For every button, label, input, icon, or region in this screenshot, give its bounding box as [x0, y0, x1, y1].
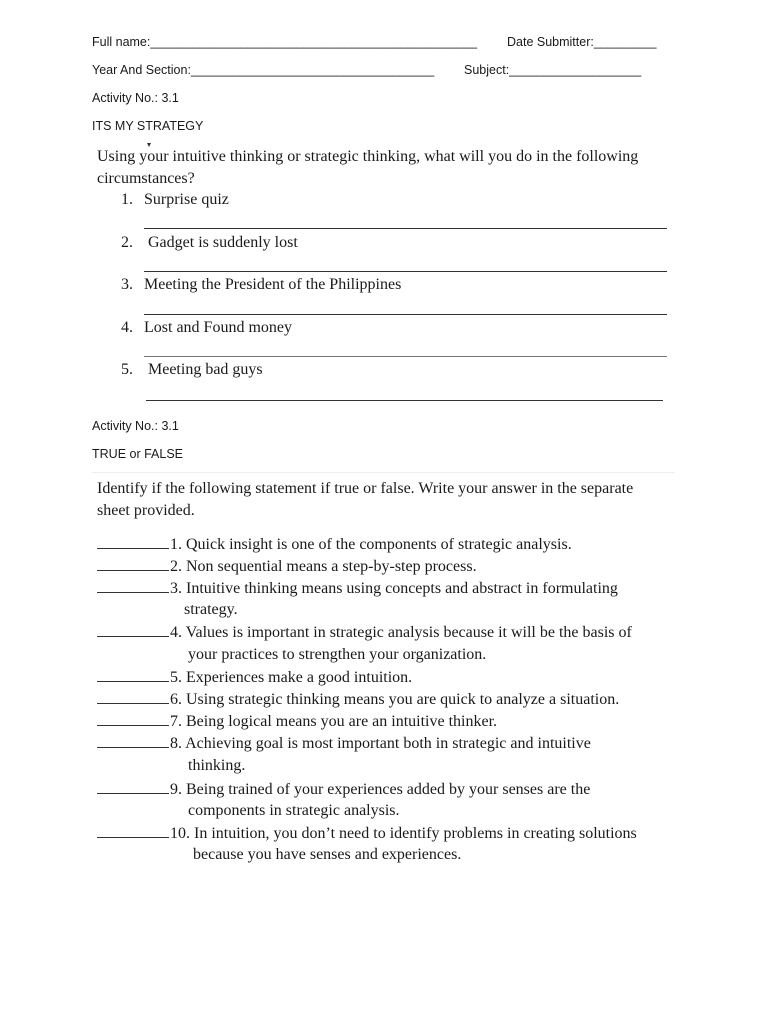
activity2-instruction-line2: sheet provided.	[97, 502, 195, 519]
activity1-instruction-line2: circumstances?	[97, 170, 195, 187]
statement-number: 10.	[170, 825, 190, 842]
subject-line[interactable]: ___________________	[509, 63, 642, 77]
item-text: Lost and Found money	[144, 319, 292, 336]
statement-number: 1.	[170, 536, 182, 553]
answer-blank[interactable]	[97, 535, 169, 549]
statement-continuation: strategy.	[184, 601, 238, 618]
answer-blank[interactable]	[97, 668, 169, 682]
answer-blank[interactable]	[97, 579, 169, 593]
statement-continuation: thinking.	[188, 757, 246, 774]
year-section-label: Year And Section:	[92, 63, 191, 77]
activity1-number: Activity No.: 3.1	[92, 91, 179, 105]
statement-number: 9.	[170, 781, 182, 798]
item-number: 4.	[121, 319, 133, 336]
answer-blank[interactable]	[97, 690, 169, 704]
year-section-field[interactable]	[92, 63, 434, 77]
list-item	[97, 734, 591, 753]
statement-continuation: components in strategic analysis.	[188, 802, 400, 819]
statement-number: 3.	[170, 580, 182, 597]
item-text: Surprise quiz	[144, 191, 229, 208]
statement-text: Using strategic thinking means you are quick to analyze a situation.	[186, 691, 620, 708]
item-number: 5.	[121, 361, 133, 378]
date-submitted-field[interactable]	[507, 35, 656, 49]
full-name-line[interactable]: _______________________________________________	[150, 35, 478, 49]
item-number: 2.	[121, 234, 133, 251]
activity1-instruction-line1: Using your intuitive thinking or strategic thinking, what will you do in the following	[97, 148, 639, 165]
year-section-line[interactable]: ___________________________________	[190, 63, 435, 77]
answer-blank[interactable]	[97, 824, 169, 838]
list-item	[97, 579, 618, 598]
statement-text: Non sequential means a step-by-step process.	[186, 558, 477, 575]
list-item	[97, 712, 497, 731]
item-text: Meeting bad guys	[148, 361, 263, 378]
item-text: Meeting the President of the Philippines	[144, 276, 402, 293]
statement-text: Values is important in strategic analysis because it will be the basis of	[185, 624, 632, 641]
activity2-title: TRUE or FALSE	[92, 447, 183, 461]
answer-line-3[interactable]	[144, 314, 667, 315]
answer-line-2[interactable]	[144, 271, 667, 272]
list-item	[97, 668, 412, 687]
list-item	[97, 690, 619, 709]
answer-blank[interactable]	[97, 734, 169, 748]
cursor-marker-icon	[147, 143, 151, 147]
list-item	[97, 780, 590, 799]
answer-line-1[interactable]	[144, 228, 667, 229]
activity1-title: ITS MY STRATEGY	[92, 119, 204, 133]
statement-number: 5.	[170, 669, 182, 686]
statement-text: Intuitive thinking means using concepts and abstract in formulating	[186, 580, 618, 597]
statement-text: Experiences make a good intuition.	[186, 669, 413, 686]
list-item	[97, 535, 572, 554]
statement-number: 2.	[170, 558, 182, 575]
item-number: 3.	[121, 276, 133, 293]
answer-blank[interactable]	[97, 557, 169, 571]
activity2-instruction-line1: Identify if the following statement if true or false. Write your answer in the separate	[97, 480, 634, 497]
full-name-label: Full name:	[92, 35, 151, 49]
statement-continuation: your practices to strengthen your organization.	[188, 646, 487, 663]
subject-label: Subject:	[464, 63, 510, 77]
statement-number: 7.	[170, 713, 182, 730]
statement-number: 6.	[170, 691, 182, 708]
statement-text: In intuition, you don’t need to identify problems in creating solutions	[194, 825, 637, 842]
statement-number: 4.	[170, 624, 182, 641]
subject-field[interactable]	[464, 63, 641, 77]
answer-blank[interactable]	[97, 712, 169, 726]
activity2-number: Activity No.: 3.1	[92, 419, 179, 433]
item-text: Gadget is suddenly lost	[148, 234, 298, 251]
list-item	[97, 557, 477, 576]
statement-text: Achieving goal is most important both in strategic and intuitive	[185, 735, 591, 752]
statement-continuation: because you have senses and experiences.	[193, 846, 462, 863]
answer-line-5[interactable]	[146, 400, 663, 401]
section-divider	[92, 472, 675, 473]
statement-text: Quick insight is one of the components of strategic analysis.	[186, 536, 572, 553]
item-number: 1.	[121, 191, 133, 208]
statement-text: Being trained of your experiences added by your senses are the	[186, 781, 591, 798]
statement-number: 8.	[170, 735, 182, 752]
statement-text: Being logical means you are an intuitive thinker.	[186, 713, 498, 730]
list-item	[97, 623, 632, 642]
list-item	[97, 824, 637, 843]
answer-line-4[interactable]	[144, 356, 667, 357]
full-name-field[interactable]	[92, 35, 477, 49]
answer-blank[interactable]	[97, 623, 169, 637]
date-submitted-label: Date Submitter:	[507, 35, 594, 49]
date-submitted-line[interactable]: _________	[593, 35, 657, 49]
answer-blank[interactable]	[97, 780, 169, 794]
